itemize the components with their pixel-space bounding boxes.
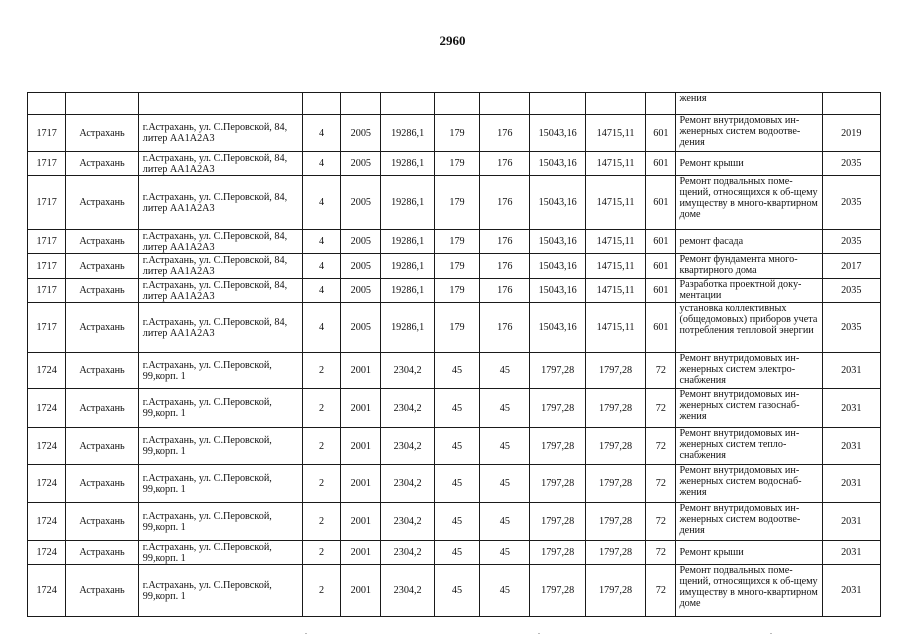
- cell-address: [138, 93, 302, 115]
- cell-area-b: 1797,28: [585, 353, 645, 389]
- cell-city: [66, 93, 139, 115]
- cell-residents-b: 45: [480, 353, 530, 389]
- cell-work-type: ремонт фасада: [676, 230, 822, 254]
- cell-floors: 2: [302, 503, 340, 541]
- cell-work-type: Ремонт внутридомовых ин-женерных систем водоснаб-жения: [676, 465, 822, 503]
- cell-area-total: [381, 93, 434, 115]
- cell-area-c: 72: [646, 353, 676, 389]
- cell-city: Астрахань: [66, 389, 139, 428]
- cell-plan-year: 2035: [822, 152, 881, 176]
- cell-year: 2001: [341, 389, 381, 428]
- cell-number: 1717: [28, 230, 66, 254]
- cell-area-a: 15043,16: [530, 115, 585, 152]
- cell-area-a: 15043,16: [530, 254, 585, 279]
- cell-year: 2005: [341, 254, 381, 279]
- cell-plan-year: 2031: [822, 503, 881, 541]
- cell-address: г.Астрахань, ул. С.Перовской, 84, литер АА1А2А3: [138, 230, 302, 254]
- cell-area-a: 1797,28: [530, 428, 585, 465]
- cell-area-total: 19286,1: [381, 303, 434, 353]
- cell-plan-year: 2035: [822, 230, 881, 254]
- cell-city: Астрахань: [66, 565, 139, 617]
- cell-number: 1717: [28, 254, 66, 279]
- cell-number: [28, 93, 66, 115]
- scan-mark: [305, 633, 307, 634]
- cell-year: 2005: [341, 279, 381, 303]
- cell-floors: 4: [302, 230, 340, 254]
- cell-year: 2005: [341, 303, 381, 353]
- cell-year: 2001: [341, 503, 381, 541]
- cell-work-type: Ремонт внутридомовых ин-женерных систем водоотве-дения: [676, 115, 822, 152]
- scan-mark: [770, 633, 772, 634]
- cell-year: 2001: [341, 353, 381, 389]
- cell-area-a: 15043,16: [530, 152, 585, 176]
- scan-mark: [538, 633, 540, 634]
- cell-plan-year: 2031: [822, 465, 881, 503]
- table-row: [28, 152, 881, 176]
- cell-work-type: Ремонт подвальных поме-щений, относящихся к об-щему имуществу в много-квартирном доме: [676, 176, 822, 230]
- cell-address: г.Астрахань, ул. С.Перовской, 99,корп. 1: [138, 428, 302, 465]
- cell-floors: 4: [302, 115, 340, 152]
- cell-plan-year: 2031: [822, 353, 881, 389]
- cell-floors: 2: [302, 465, 340, 503]
- cell-area-a: [530, 93, 585, 115]
- cell-area-a: 15043,16: [530, 279, 585, 303]
- cell-residents-a: 45: [434, 503, 479, 541]
- cell-area-c: 72: [646, 428, 676, 465]
- cell-address: г.Астрахань, ул. С.Перовской, 99,корп. 1: [138, 565, 302, 617]
- cell-floors: 2: [302, 565, 340, 617]
- cell-number: 1724: [28, 503, 66, 541]
- table-row: [28, 93, 881, 115]
- table-row: [28, 254, 881, 279]
- cell-area-b: 14715,11: [585, 176, 645, 230]
- table-row: [28, 353, 881, 389]
- cell-number: 1717: [28, 176, 66, 230]
- cell-area-c: 601: [646, 115, 676, 152]
- cell-area-total: 19286,1: [381, 115, 434, 152]
- table-row: [28, 279, 881, 303]
- cell-city: Астрахань: [66, 503, 139, 541]
- cell-number: 1717: [28, 279, 66, 303]
- cell-city: Астрахань: [66, 115, 139, 152]
- cell-floors: 4: [302, 254, 340, 279]
- cell-area-c: 601: [646, 152, 676, 176]
- cell-residents-a: 45: [434, 465, 479, 503]
- cell-area-total: 19286,1: [381, 176, 434, 230]
- cell-residents-a: 179: [434, 254, 479, 279]
- cell-residents-a: 45: [434, 565, 479, 617]
- cell-residents-b: 45: [480, 565, 530, 617]
- table-row: [28, 389, 881, 428]
- cell-area-b: 14715,11: [585, 115, 645, 152]
- cell-plan-year: 2035: [822, 176, 881, 230]
- table-row: [28, 465, 881, 503]
- cell-area-b: 1797,28: [585, 428, 645, 465]
- cell-residents-a: 179: [434, 115, 479, 152]
- cell-residents-b: 45: [480, 389, 530, 428]
- cell-city: Астрахань: [66, 254, 139, 279]
- cell-work-type: Ремонт подвальных поме-щений, относящихся к об-щему имуществу в много-квартирном доме: [676, 565, 822, 617]
- cell-residents-a: 179: [434, 279, 479, 303]
- cell-year: 2001: [341, 465, 381, 503]
- cell-address: г.Астрахань, ул. С.Перовской, 84, литер АА1А2А3: [138, 279, 302, 303]
- table-row: [28, 565, 881, 617]
- cell-address: г.Астрахань, ул. С.Перовской, 84, литер АА1А2А3: [138, 254, 302, 279]
- cell-address: г.Астрахань, ул. С.Перовской, 99,корп. 1: [138, 541, 302, 565]
- cell-address: г.Астрахань, ул. С.Перовской, 84, литер АА1А2А3: [138, 176, 302, 230]
- cell-plan-year: 2031: [822, 428, 881, 465]
- table-row: [28, 176, 881, 230]
- cell-floors: 4: [302, 279, 340, 303]
- cell-area-a: 15043,16: [530, 230, 585, 254]
- cell-work-type: установка коллективных (общедомовых) приборов учета потребления тепловой энергии: [676, 303, 822, 353]
- cell-area-total: 2304,2: [381, 565, 434, 617]
- cell-floors: 4: [302, 176, 340, 230]
- cell-address: г.Астрахань, ул. С.Перовской, 84, литер АА1А2А3: [138, 115, 302, 152]
- cell-floors: 2: [302, 428, 340, 465]
- cell-plan-year: 2035: [822, 303, 881, 353]
- cell-area-b: 1797,28: [585, 389, 645, 428]
- table-row: [28, 303, 881, 353]
- cell-year: 2005: [341, 115, 381, 152]
- cell-number: 1717: [28, 152, 66, 176]
- cell-number: 1717: [28, 303, 66, 353]
- cell-area-c: 601: [646, 254, 676, 279]
- cell-area-a: 1797,28: [530, 389, 585, 428]
- cell-city: Астрахань: [66, 176, 139, 230]
- cell-area-a: 1797,28: [530, 353, 585, 389]
- cell-work-type: Разработка проектной доку-ментации: [676, 279, 822, 303]
- cell-floors: 4: [302, 152, 340, 176]
- cell-area-b: 14715,11: [585, 230, 645, 254]
- cell-floors: 2: [302, 389, 340, 428]
- cell-plan-year: [822, 93, 881, 115]
- cell-number: 1724: [28, 428, 66, 465]
- cell-floors: 2: [302, 541, 340, 565]
- cell-residents-b: 176: [480, 176, 530, 230]
- cell-area-c: 72: [646, 389, 676, 428]
- cell-area-a: 1797,28: [530, 541, 585, 565]
- cell-area-c: 601: [646, 176, 676, 230]
- cell-area-total: 19286,1: [381, 230, 434, 254]
- cell-year: 2005: [341, 152, 381, 176]
- cell-residents-a: 179: [434, 230, 479, 254]
- cell-address: г.Астрахань, ул. С.Перовской, 99,корп. 1: [138, 503, 302, 541]
- cell-area-b: 1797,28: [585, 565, 645, 617]
- cell-year: 2001: [341, 541, 381, 565]
- cell-number: 1724: [28, 353, 66, 389]
- cell-area-total: 19286,1: [381, 254, 434, 279]
- cell-area-a: 15043,16: [530, 176, 585, 230]
- cell-residents-a: 179: [434, 176, 479, 230]
- cell-area-c: [646, 93, 676, 115]
- cell-residents-b: 176: [480, 115, 530, 152]
- cell-residents-b: 176: [480, 279, 530, 303]
- cell-area-total: 2304,2: [381, 389, 434, 428]
- cell-city: Астрахань: [66, 428, 139, 465]
- cell-work-type: Ремонт крыши: [676, 152, 822, 176]
- cell-area-a: 1797,28: [530, 465, 585, 503]
- cell-floors: 2: [302, 353, 340, 389]
- cell-city: Астрахань: [66, 465, 139, 503]
- cell-address: г.Астрахань, ул. С.Перовской, 99,корп. 1: [138, 353, 302, 389]
- cell-year: 2005: [341, 230, 381, 254]
- cell-number: 1724: [28, 389, 66, 428]
- cell-city: Астрахань: [66, 303, 139, 353]
- cell-number: 1724: [28, 465, 66, 503]
- cell-area-b: 1797,28: [585, 465, 645, 503]
- cell-plan-year: 2031: [822, 389, 881, 428]
- cell-area-total: 2304,2: [381, 465, 434, 503]
- cell-city: Астрахань: [66, 353, 139, 389]
- cell-residents-b: 176: [480, 230, 530, 254]
- cell-area-total: 2304,2: [381, 541, 434, 565]
- cell-residents-a: 179: [434, 303, 479, 353]
- cell-address: г.Астрахань, ул. С.Перовской, 99,корп. 1: [138, 389, 302, 428]
- cell-area-total: 19286,1: [381, 279, 434, 303]
- cell-area-b: 14715,11: [585, 279, 645, 303]
- cell-area-b: 1797,28: [585, 541, 645, 565]
- cell-area-a: 1797,28: [530, 565, 585, 617]
- cell-area-c: 601: [646, 230, 676, 254]
- cell-floors: [302, 93, 340, 115]
- cell-area-total: 2304,2: [381, 503, 434, 541]
- cell-residents-b: 45: [480, 428, 530, 465]
- cell-area-c: 601: [646, 279, 676, 303]
- cell-work-type: Ремонт внутридомовых ин-женерных систем электро-снабжения: [676, 353, 822, 389]
- housing-repair-table: [27, 92, 881, 617]
- cell-address: г.Астрахань, ул. С.Перовской, 99,корп. 1: [138, 465, 302, 503]
- cell-plan-year: 2017: [822, 254, 881, 279]
- cell-work-type: Ремонт крыши: [676, 541, 822, 565]
- cell-residents-a: [434, 93, 479, 115]
- table-row: [28, 428, 881, 465]
- cell-residents-a: 45: [434, 353, 479, 389]
- cell-area-total: 19286,1: [381, 152, 434, 176]
- cell-address: г.Астрахань, ул. С.Перовской, 84, литер АА1А2А3: [138, 303, 302, 353]
- cell-area-c: 72: [646, 465, 676, 503]
- cell-year: 2001: [341, 428, 381, 465]
- table-row: [28, 541, 881, 565]
- cell-city: Астрахань: [66, 152, 139, 176]
- cell-plan-year: 2031: [822, 565, 881, 617]
- cell-year: [341, 93, 381, 115]
- cell-number: 1724: [28, 565, 66, 617]
- cell-area-a: 1797,28: [530, 503, 585, 541]
- cell-residents-b: 45: [480, 541, 530, 565]
- cell-residents-a: 45: [434, 541, 479, 565]
- cell-area-c: 601: [646, 303, 676, 353]
- cell-residents-a: 45: [434, 428, 479, 465]
- cell-city: Астрахань: [66, 230, 139, 254]
- cell-work-type: жения: [676, 93, 822, 115]
- cell-area-b: 1797,28: [585, 503, 645, 541]
- page-number: 2960: [439, 33, 466, 48]
- cell-area-total: 2304,2: [381, 353, 434, 389]
- cell-residents-a: 179: [434, 152, 479, 176]
- cell-work-type: Ремонт фундамента много-квартирного дома: [676, 254, 822, 279]
- cell-area-c: 72: [646, 541, 676, 565]
- cell-plan-year: 2035: [822, 279, 881, 303]
- table-row: [28, 230, 881, 254]
- cell-residents-b: 176: [480, 152, 530, 176]
- cell-plan-year: 2031: [822, 541, 881, 565]
- cell-area-c: 72: [646, 565, 676, 617]
- cell-plan-year: 2019: [822, 115, 881, 152]
- table-row: [28, 503, 881, 541]
- cell-area-b: 14715,11: [585, 303, 645, 353]
- cell-address: г.Астрахань, ул. С.Перовской, 84, литер АА1А2А3: [138, 152, 302, 176]
- cell-area-c: 72: [646, 503, 676, 541]
- table-row: [28, 115, 881, 152]
- cell-residents-b: 45: [480, 465, 530, 503]
- cell-work-type: Ремонт внутридомовых ин-женерных систем водоотве-дения: [676, 503, 822, 541]
- cell-floors: 4: [302, 303, 340, 353]
- cell-area-b: [585, 93, 645, 115]
- cell-area-total: 2304,2: [381, 428, 434, 465]
- cell-residents-b: 176: [480, 254, 530, 279]
- table-body: [28, 93, 881, 617]
- cell-city: Астрахань: [66, 279, 139, 303]
- cell-area-a: 15043,16: [530, 303, 585, 353]
- cell-number: 1724: [28, 541, 66, 565]
- cell-residents-b: 176: [480, 303, 530, 353]
- cell-year: 2001: [341, 565, 381, 617]
- cell-city: Астрахань: [66, 541, 139, 565]
- cell-residents-b: [480, 93, 530, 115]
- cell-year: 2005: [341, 176, 381, 230]
- cell-area-b: 14715,11: [585, 152, 645, 176]
- cell-work-type: Ремонт внутридомовых ин-женерных систем газоснаб-жения: [676, 389, 822, 428]
- cell-area-b: 14715,11: [585, 254, 645, 279]
- cell-number: 1717: [28, 115, 66, 152]
- cell-work-type: Ремонт внутридомовых ин-женерных систем тепло-снабжения: [676, 428, 822, 465]
- cell-residents-a: 45: [434, 389, 479, 428]
- cell-residents-b: 45: [480, 503, 530, 541]
